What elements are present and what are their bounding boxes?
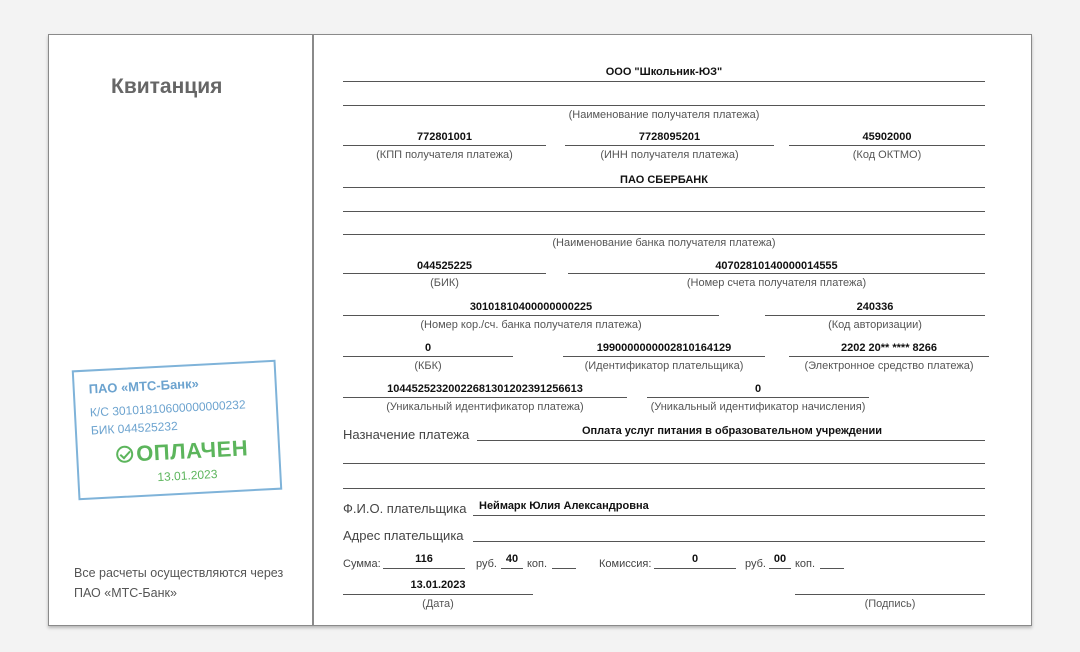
inn-line bbox=[565, 145, 774, 146]
recipient-name-line bbox=[343, 81, 985, 82]
bik-value: 044525225 bbox=[416, 260, 473, 272]
signature-line bbox=[795, 594, 985, 595]
kbk-value: 0 bbox=[424, 342, 432, 354]
commission-kop-label: коп. bbox=[795, 558, 816, 570]
paid-stamp bbox=[72, 360, 283, 500]
bik-caption: (БИК) bbox=[430, 277, 459, 289]
stamp-bank-name: ПАО «МТС-Банк» bbox=[88, 375, 200, 397]
payer-address-line bbox=[473, 541, 985, 542]
date-caption: (Дата) bbox=[422, 598, 454, 610]
commission-rub-label: руб. bbox=[745, 558, 766, 570]
commission-label: Комиссия: bbox=[599, 558, 652, 570]
inn-value: 7728095201 bbox=[638, 131, 701, 143]
payer-name-line bbox=[473, 515, 985, 516]
bik-line bbox=[343, 273, 546, 274]
kbk-caption: (КБК) bbox=[414, 360, 442, 372]
account-value: 40702810140000014555 bbox=[715, 260, 838, 272]
auth-code-caption: (Код авторизации) bbox=[828, 319, 922, 331]
corr-account-line bbox=[343, 315, 719, 316]
column-divider bbox=[312, 35, 314, 625]
bank-name-line-3 bbox=[343, 234, 985, 235]
uin-line bbox=[647, 397, 869, 398]
card-caption: (Электронное средство платежа) bbox=[804, 360, 974, 372]
auth-code-value: 240336 bbox=[856, 301, 894, 313]
kpp-value: 772801001 bbox=[416, 131, 473, 143]
uip-line bbox=[343, 397, 627, 398]
stamp-status-text: ОПЛАЧЕН bbox=[135, 435, 249, 467]
inn-caption: (ИНН получателя платежа) bbox=[600, 149, 739, 161]
date-line bbox=[343, 594, 533, 595]
receipt-title: Квитанция bbox=[111, 75, 223, 98]
sum-kop-label: коп. bbox=[527, 558, 548, 570]
commission-kop-value: 00 bbox=[773, 553, 787, 565]
auth-code-line bbox=[765, 315, 985, 316]
uip-value: 10445252320022681301202391256613 bbox=[387, 383, 583, 395]
uin-caption: (Уникальный идентификатор начисления) bbox=[650, 401, 866, 413]
payer-name-label: Ф.И.О. плательщика bbox=[343, 501, 467, 516]
card-line bbox=[789, 356, 989, 357]
sum-rub-value: 116 bbox=[415, 553, 433, 565]
account-caption: (Номер счета получателя платежа) bbox=[686, 277, 867, 289]
kpp-line bbox=[343, 145, 546, 146]
payer-id-caption: (Идентификатор плательщика) bbox=[584, 360, 744, 372]
receipt-form bbox=[48, 34, 1032, 626]
commission-rub-line bbox=[654, 568, 736, 569]
sum-rub-line bbox=[383, 568, 465, 569]
stamp-date: 13.01.2023 bbox=[157, 466, 218, 485]
purpose-line-3 bbox=[343, 488, 985, 489]
corr-account-caption: (Номер кор./сч. банка получателя платежа) bbox=[420, 319, 642, 331]
sum-label: Сумма: bbox=[343, 558, 381, 570]
uip-caption: (Уникальный идентификатор платежа) bbox=[386, 401, 584, 413]
bank-name: ПАО СБЕРБАНК bbox=[620, 174, 708, 186]
purpose-line bbox=[477, 440, 985, 441]
checkmark-circle-icon bbox=[116, 445, 134, 463]
bank-name-line bbox=[343, 187, 985, 188]
payer-id-value: 1990000000002810164129 bbox=[596, 342, 732, 354]
date-value: 13.01.2023 bbox=[410, 579, 466, 591]
sum-kop-tail-line bbox=[552, 568, 576, 569]
sum-kop-value: 40 bbox=[505, 553, 519, 565]
sum-kop-line bbox=[501, 568, 523, 569]
purpose-line-2 bbox=[343, 463, 985, 464]
card-value: 2202 20** **** 8266 bbox=[840, 342, 938, 354]
commission-rub-value: 0 bbox=[691, 553, 699, 565]
oktmo-value: 45902000 bbox=[862, 131, 912, 143]
kpp-caption: (КПП получателя платежа) bbox=[376, 149, 513, 161]
bank-name-caption: (Наименование банка получателя платежа) bbox=[552, 237, 776, 249]
bank-name-line-2 bbox=[343, 211, 985, 212]
stamp-status bbox=[116, 435, 249, 468]
payer-id-line bbox=[563, 356, 765, 357]
recipient-name-caption: (Наименование получателя платежа) bbox=[568, 109, 760, 121]
purpose-value: Оплата услуг питания в образовательном учреждении bbox=[581, 425, 883, 437]
payer-address-label: Адрес плательщика bbox=[343, 528, 464, 543]
kbk-line bbox=[343, 356, 513, 357]
oktmo-caption: (Код ОКТМО) bbox=[852, 149, 922, 161]
commission-kop-tail-line bbox=[820, 568, 844, 569]
purpose-label: Назначение платежа bbox=[343, 427, 470, 442]
oktmo-line bbox=[789, 145, 985, 146]
footer-note: Все расчеты осуществляются через ПАО «МТС-Банк» bbox=[74, 566, 284, 600]
uin-value: 0 bbox=[754, 383, 762, 395]
signature-caption: (Подпись) bbox=[864, 598, 916, 610]
sum-rub-label: руб. bbox=[476, 558, 497, 570]
recipient-name-line-2 bbox=[343, 105, 985, 106]
payer-name-value: Неймарк Юлия Александровна bbox=[479, 500, 649, 512]
stamp-correspondent-account: К/С 30101810600000000232 bbox=[89, 397, 246, 420]
account-line bbox=[568, 273, 985, 274]
recipient-name: ООО "Школьник-ЮЗ" bbox=[605, 66, 723, 78]
corr-account-value: 30101810400000000225 bbox=[469, 301, 593, 313]
commission-kop-line bbox=[769, 568, 791, 569]
stamp-bik: БИК 044525232 bbox=[90, 418, 179, 438]
